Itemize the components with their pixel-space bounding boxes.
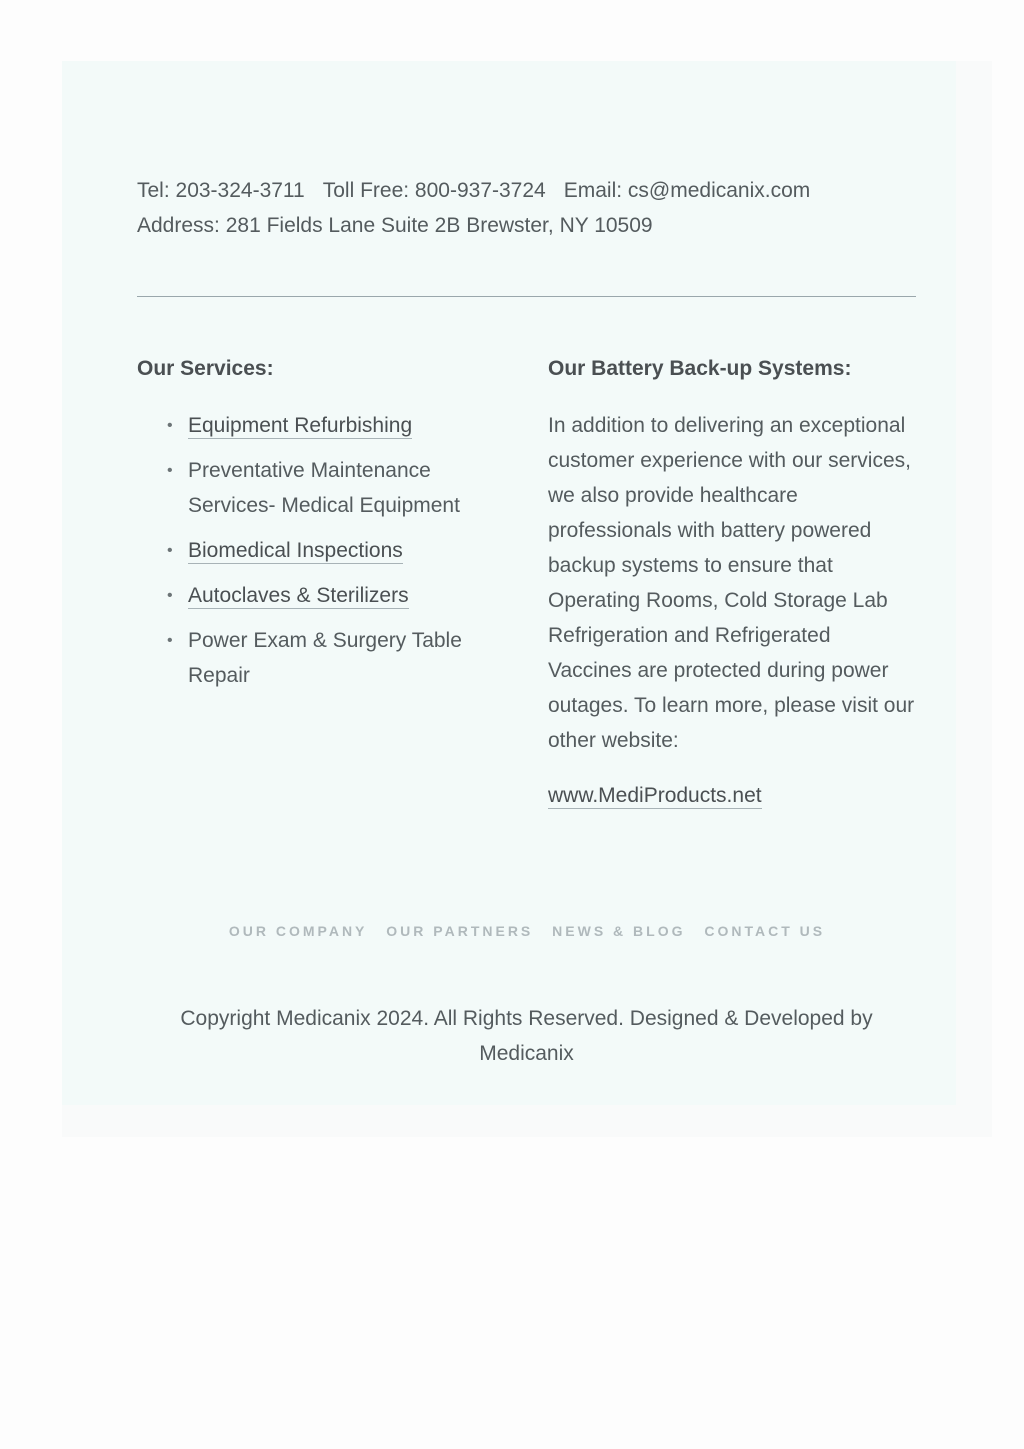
bullet-icon: • bbox=[167, 587, 173, 604]
list-item bbox=[137, 408, 507, 443]
services-column bbox=[137, 351, 507, 703]
address-text: Address: 281 Fields Lane Suite 2B Brewster, NY 10509 bbox=[137, 214, 653, 237]
contact-line-phones bbox=[137, 173, 810, 208]
footer-panel bbox=[62, 61, 956, 1105]
services-heading: Our Services: bbox=[137, 357, 274, 380]
contact-info bbox=[137, 173, 810, 243]
bullet-icon: • bbox=[167, 417, 173, 434]
service-link-biomedical-inspections[interactable]: Biomedical Inspections bbox=[188, 539, 403, 562]
battery-column bbox=[548, 351, 918, 813]
copyright-text: Copyright Medicanix 2024. All Rights Reserved. Designed & Developed by Medicanix bbox=[180, 1007, 873, 1065]
services-list bbox=[137, 408, 507, 693]
battery-description: In addition to delivering an exceptional customer experience with our services, we also provide healthcare professionals with battery powered backup systems to ensure that Operating Rooms, Cold Storage Lab Refrigeration and Refrigerated Vaccines are protected during power outages. To learn more, please visit our other website: bbox=[548, 414, 915, 752]
list-item bbox=[137, 623, 507, 693]
footer-outer bbox=[62, 61, 992, 1137]
battery-heading: Our Battery Back-up Systems: bbox=[548, 357, 852, 380]
footer-nav bbox=[62, 923, 992, 939]
bullet-icon: • bbox=[167, 542, 173, 559]
nav-our-partners[interactable]: OUR PARTNERS bbox=[386, 923, 534, 939]
list-item bbox=[137, 578, 507, 613]
service-link-equipment-refurbishing[interactable]: Equipment Refurbishing bbox=[188, 414, 413, 437]
bullet-icon: • bbox=[167, 632, 173, 649]
nav-our-company[interactable]: OUR COMPANY bbox=[228, 923, 368, 939]
service-text-power-exam-table: Power Exam & Surgery Table Repair bbox=[188, 629, 462, 687]
tel-text[interactable]: Tel: 203-324-3711 bbox=[137, 179, 305, 202]
battery-link-wrapper bbox=[548, 778, 918, 813]
toll-free-text[interactable]: Toll Free: 800-937-3724 bbox=[322, 179, 546, 202]
divider bbox=[137, 296, 916, 297]
mediproducts-link[interactable]: www.MediProducts.net bbox=[548, 784, 762, 807]
service-link-autoclaves-sterilizers[interactable]: Autoclaves & Sterilizers bbox=[188, 584, 409, 607]
email-text[interactable]: Email: cs@medicanix.com bbox=[563, 179, 811, 202]
nav-news-blog[interactable]: NEWS & BLOG bbox=[552, 923, 686, 939]
nav-contact-us[interactable]: CONTACT US bbox=[704, 923, 826, 939]
list-item bbox=[137, 453, 507, 523]
list-item bbox=[137, 533, 507, 568]
service-text-preventative-maintenance: Preventative Maintenance Services- Medical Equipment bbox=[188, 459, 460, 517]
bullet-icon: • bbox=[167, 462, 173, 479]
